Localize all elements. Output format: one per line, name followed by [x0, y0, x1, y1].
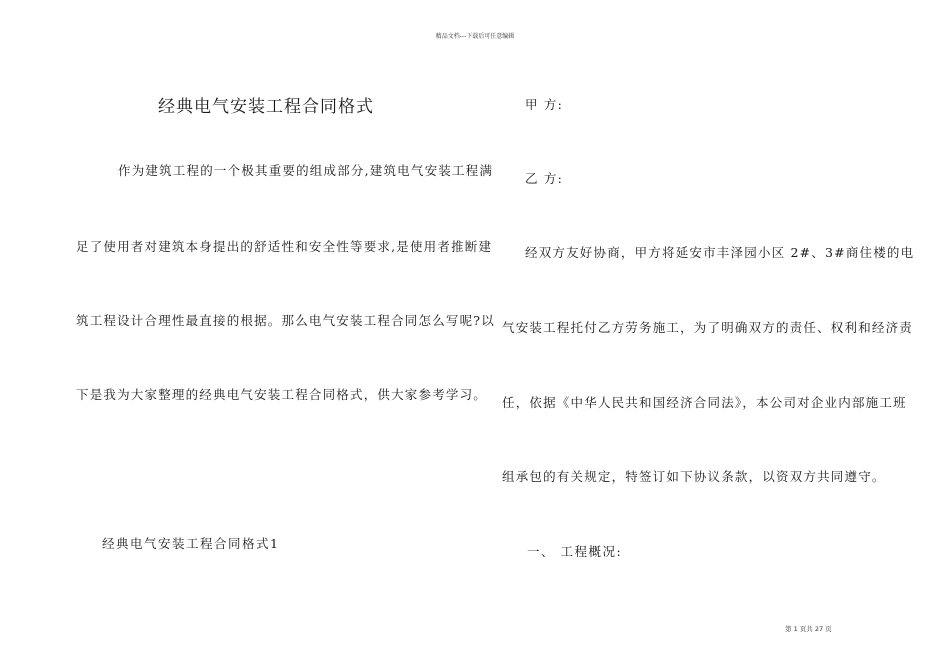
section-title: 经典电气安装工程合同格式1: [102, 536, 280, 551]
intro-line: 作为建筑工程的一个极其重要的组成部分,建筑电气安装工程满: [118, 163, 494, 178]
intro-line: 下是我为大家整理的经典电气安装工程合同格式，供大家参考学习。: [76, 387, 488, 402]
intro-line: 筑工程设计合理性最直接的根据。那么电气安装工程合同怎么写呢?以: [76, 313, 495, 328]
contract-body-line: 任，依据《中华人民共和国经济合同法》，本公司对企业内部施工班: [502, 395, 907, 410]
clause-heading: 一、 工程概况:: [527, 544, 623, 559]
contract-body-line: 经双方友好协商，甲方将延安市丰泽园小区 2#、3#商住楼的电: [525, 245, 915, 260]
contract-body-line: 气安装工程托付乙方劳务施工，为了明确双方的责任、权利和经济责: [502, 320, 914, 335]
document-title: 经典电气安装工程合同格式: [158, 97, 374, 117]
party-b-label: 乙 方:: [525, 171, 563, 186]
party-a-label: 甲 方:: [525, 97, 563, 112]
intro-line: 足了使用者对建筑本身提出的舒适性和安全性等要求,是使用者推断建: [76, 239, 493, 254]
contract-body-line: 组承包的有关规定，特签订如下协议条款，以资双方共同遵守。: [502, 469, 886, 484]
header-note: 精品文档---下载后可任意编辑: [435, 33, 515, 40]
page-number: 第 1 页共 27 页: [785, 625, 832, 633]
